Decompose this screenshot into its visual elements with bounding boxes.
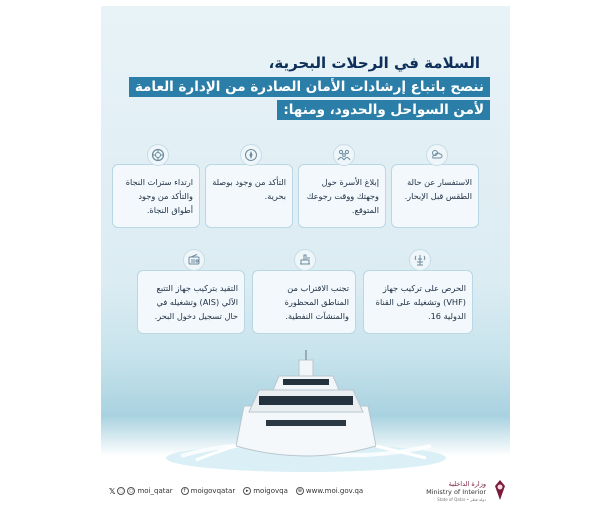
oil-platform-icon bbox=[294, 249, 316, 271]
card-vhf bbox=[363, 270, 473, 334]
ministry-emblem-icon bbox=[492, 478, 508, 502]
ministry-english: Ministry of Interior bbox=[426, 488, 486, 496]
card-oil-platform bbox=[252, 270, 356, 334]
globe-icon: ⊕ bbox=[297, 488, 302, 494]
ministry-subtitle: State of Qatar • دولة قطر bbox=[437, 497, 486, 502]
card-ais-text: التقيد بتركيب جهاز التتبع الآلي (AIS) وتشغيله في حال تسجيل دخول البحر. bbox=[154, 283, 238, 321]
poster bbox=[101, 6, 510, 506]
compass-icon bbox=[240, 144, 262, 166]
card-weather-text: الاستفسار عن حالة الطقس قبل الإبحار. bbox=[404, 177, 472, 201]
snapchat-icon: ◌ bbox=[119, 488, 124, 494]
social-twitter[interactable] bbox=[109, 487, 173, 496]
ministry-arabic: وزارة الداخلية bbox=[448, 480, 486, 488]
card-family bbox=[298, 164, 386, 228]
card-lifebuoy-text: ارتداء سترات النجاة والتأكد من وجود أطواق النجاة. bbox=[125, 177, 193, 215]
radio-tower-icon bbox=[409, 249, 431, 271]
website-link[interactable] bbox=[296, 487, 363, 495]
youtube-icon: ▸ bbox=[243, 487, 251, 495]
card-lifebuoy bbox=[112, 164, 200, 228]
instagram-icon: ○ bbox=[129, 488, 134, 494]
yacht-image bbox=[161, 346, 451, 476]
youtube-handle: moigovqa bbox=[253, 487, 288, 495]
footer bbox=[101, 476, 510, 506]
website-url: www.moi.gov.qa bbox=[305, 487, 364, 495]
page-subtitle bbox=[130, 76, 490, 122]
family-icon bbox=[333, 144, 355, 166]
social-instagram[interactable] bbox=[181, 487, 236, 495]
card-oil-platform-text: تجنب الاقتراب من المناطق المحظورة والمنشآت النفطية. bbox=[284, 283, 349, 321]
card-compass bbox=[205, 164, 293, 228]
radio-icon bbox=[183, 249, 205, 271]
page-title: السلامة في الرحلات البحرية، bbox=[268, 54, 480, 72]
card-ais bbox=[137, 270, 245, 334]
social-handle: moi_qatar bbox=[137, 487, 173, 495]
facebook-icon: f bbox=[181, 487, 189, 495]
x-icon: 𝕏 bbox=[109, 486, 116, 496]
lifebuoy-icon bbox=[147, 144, 169, 166]
social-youtube[interactable] bbox=[243, 487, 288, 495]
instagram-handle: moigovqatar bbox=[190, 487, 236, 495]
ministry-branding bbox=[426, 480, 486, 504]
card-vhf-text: الحرص على تركيب جهاز (VHF) وتشغيله على القناة الدولية 16. bbox=[375, 283, 466, 321]
card-weather bbox=[391, 164, 479, 228]
weather-icon bbox=[426, 144, 448, 166]
card-family-text: إبلاغ الأسرة حول وجهتك ووقت رجوعك المتوقع. bbox=[306, 177, 379, 215]
subtitle-text: ننصح باتباع إرشادات الأمان الصادرة من الإدارة العامة لأمن السواحل والحدود، ومنها: bbox=[129, 77, 490, 120]
card-compass-text: التأكد من وجود بوصلة بحرية. bbox=[212, 177, 286, 201]
